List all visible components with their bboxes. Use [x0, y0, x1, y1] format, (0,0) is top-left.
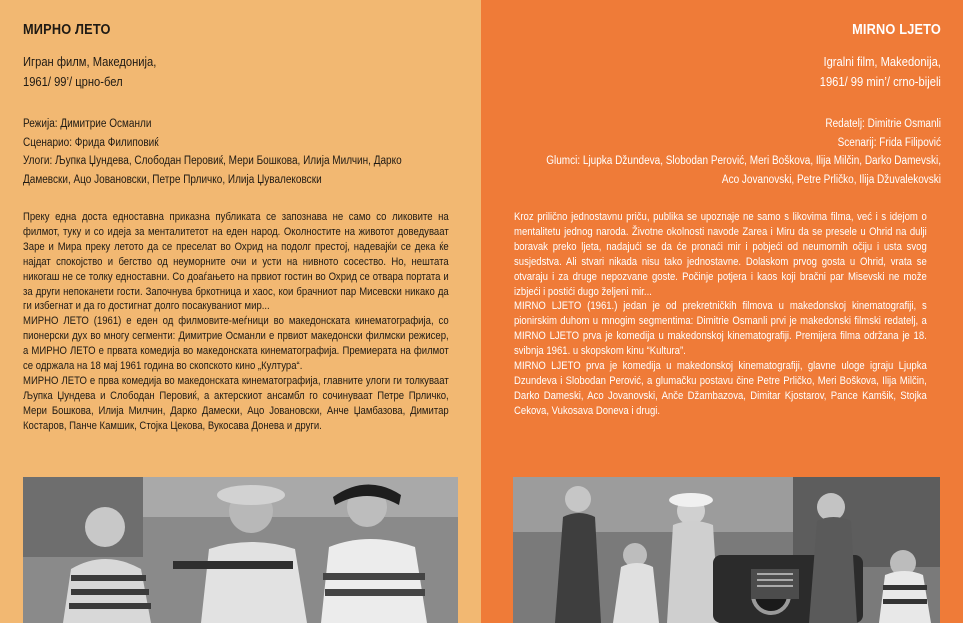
cast-credit-continued-hr: Aco Jovanovski, Petre Prličko, Ilija Džuvalekovski	[721, 173, 941, 186]
history-paragraph-hr: MIRNO LJETO (1961.) jedan je od prekretničkih filmova u makedonskoj kinematografiji, s pionirskim duhom u mnogim segmentima: Dimitrie Osmanli prvi je makedonski filmski redatelj, a MIRNO LJETO prva je komedija u makedonskoj kinematografiji. Premijera filma održana je 18. svibnja 1961. u skopskom kinu “Kultura”.	[514, 300, 927, 358]
credits-mk	[23, 115, 432, 189]
credits-hr	[532, 115, 941, 189]
film-still-vintage-car-photo	[513, 477, 940, 623]
synopsis-mk	[23, 210, 449, 434]
cast-credit-continued-mk: Дамевски, Ацо Јовановски, Петре Прличко, Илија Џувалековски	[23, 173, 322, 186]
synopsis-paragraph-mk: Преку една доста едноставна приказна публиката се запознава не само со ликовите на филмот, туку и со идеја за менталитетот на еден народ. Околностите на животот доведуваат Заре и Мира преку летото да се преселат во Охрид на подолг престој, надевајќи се дека ќе најдат спокојство и бегство од неуморните очи и усти на нивното сосество. Но, нештата никогаш не се толку едноставни. Со доаѓањето на првиот гостин во Охрид се отвара портата и за други непоканети гости. Започнува бркотница и хаос, кои брачниот пар Мисевски никако да ги избегнат и да го достигнат долго посакуваниот мир...	[23, 211, 449, 313]
synopsis-paragraph-hr: Kroz prilično jednostavnu priču, publika se upoznaje ne samo s likovima filma, već i s idejom o mentalitetu jednog naroda. Životne okolnosti navode Zarea i Miru da se presele u Ohrid na dulji boravak preko ljeta, nadajući se da će pronaći mir i pobjeći od neumornih očiju i usta svog susjedstva. Ali stvari nikada nisu tako jednostavne. Dolaskom prvog gosta u Ohrid, vrata se otvaraju i za druge nepozvane goste. Počinje potjera i kaos koji bračni par Misevski ne može izbjeći i postići dugo željeni mir...	[514, 211, 927, 298]
film-info-mk	[23, 52, 156, 92]
cast-credit-hr: Glumci: Ljupka Džundeva, Slobodan Perović, Meri Boškova, Ilija Milčin, Darko Damevski,	[546, 155, 941, 167]
film-year-duration-hr: 1961/ 99 min’/ crno-bijeli	[819, 74, 941, 89]
film-year-duration-mk: 1961/ 99’/ црно-бел	[23, 74, 123, 89]
macedonian-panel	[0, 0, 481, 623]
film-genre-country-hr: Igralni film, Makedonija,	[823, 54, 941, 69]
film-still-three-men-photo	[23, 477, 458, 623]
cast-paragraph-mk: МИРНО ЛЕТО е прва комедија во македонската кинематографија, главните улоги ги толкуваат Љупка Џундева и Слободан Перовиќ, а актерскиот ансамбл го сочинуваат Петре Прличко, Мери Бошкова, Илија Милчин, Дарко Дамески, Ацо Јовановски, Анче Џамбазова, Димитар Костаров, Панче Камшик, Стојка Цекова, Вукосава Донева и други.	[23, 374, 449, 432]
cast-credit-mk: Улоги: Љупка Џундева, Слободан Перовиќ, Мери Бошкова, Илија Милчин, Дарко	[23, 155, 402, 167]
screenplay-credit-mk: Сценарио: Фрида Филиповиќ	[23, 136, 159, 149]
history-paragraph-mk: МИРНО ЛЕТО (1961) е еден од филмовите-меѓници во македонската кинематографија, со пионерски дух во многу сегменти: Димитрие Османли е првиот македонски филмски режисер, а МИРНО ЛЕТО е првата комедија во македонската кинематографија. Премиерата на филмот се одржала на 18 мај 1961 година во скопското кино „Култура“.	[23, 315, 449, 373]
screenplay-credit-hr: Scenarij: Frida Filipović	[837, 136, 941, 149]
film-title-hr: MIRNO LJETO	[852, 22, 941, 38]
synopsis-hr	[514, 210, 927, 419]
croatian-panel	[481, 0, 963, 623]
film-title-mk: МИРНО ЛЕТО	[23, 22, 111, 38]
cast-paragraph-hr: MIRNO LJETO prva je komedija u makedonskoj kinematografiji, glavne uloge igraju Ljupka Dzundeva i Slobodan Perović, a glumačku postavu čine Petre Prličko, Meri Boškova, Ilija Milčin, Darko Dameski, Aco Jovanovski, Anče Džambazova, Dimitar Kjostarov, Pance Kamšik, Stojka Cekova, Vukosava Doneva i drugi.	[514, 360, 927, 417]
film-info-hr	[820, 52, 941, 92]
director-credit-hr: Redatelj: Dimitrie Osmanli	[825, 118, 941, 130]
film-genre-country-mk: Игран филм, Македонија,	[23, 54, 157, 69]
director-credit-mk: Режија: Димитрие Османли	[23, 118, 152, 130]
